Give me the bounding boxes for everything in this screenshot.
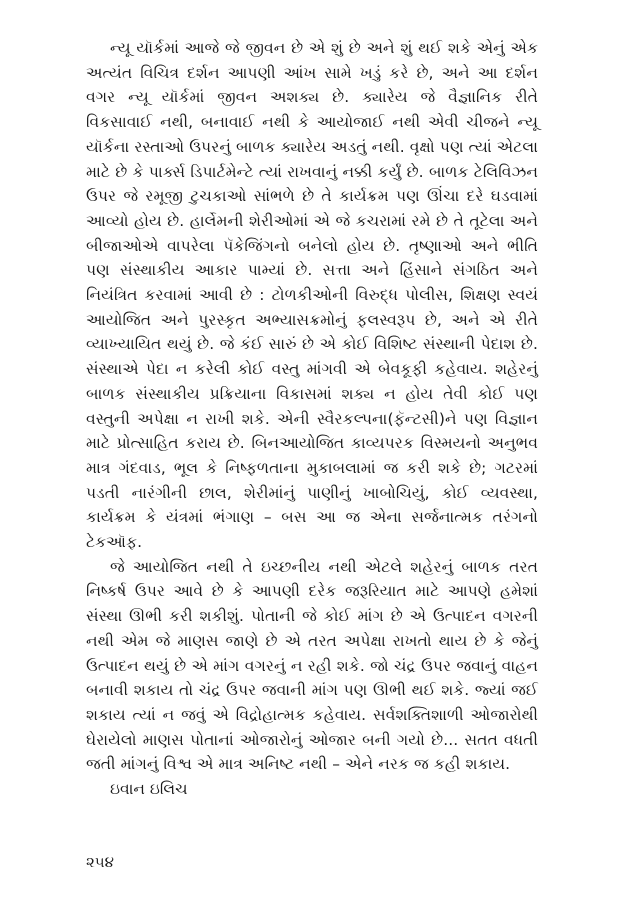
body-paragraph-1: ન્યૂ યૉર્કમાં આજે જે જીવન છે એ શું છે અને શું થઈ શકે એનું એક અત્યંત વિચિત્ર દર્શન આપણી આંખ સામે ખડું કરે છે, અને આ દર્શન વગર ન્યૂ યૉર્કમાં જીવન અશક્ય છે. ક્યારેય જે વૈજ્ઞાનિક રીતે વિકસાવાઈ નથી, બનાવાઈ નથી કે આયોજાઈ નથી એવી ચીજને ન્યૂ યૉર્કના રસ્તાઓ ઉપરનું બાળક ક્યારેય અડતું નથી. વૃક્ષો પણ ત્યાં એટલા માટે છે કે પાર્ક્સ ડિપાર્ટમેન્ટે ત્યાં રાખવાનું નક્કી કર્યું છે. બાળક ટેલિવિઝન ઉપર જે રમૂજી ટુચકાઓ સાંભળે છે તે કાર્યક્રમ પણ ઊંચા દરે ઘડવામાં આવ્યો હોય છે. હાર્લેમની શેરીઓમાં એ જે કચરામાં રમે છે તે તૂટેલા અને બીજાઓએ વાપરેલા પૅકેજિંગનો બનેલો હોય છે. તૃષ્ણાઓ અને ભીતિ પણ સંસ્થાકીય આકાર પામ્યાં છે. સત્તા અને હિંસાને સંગઠિત અને નિયંત્રિત કરવામાં આવી છે : ટોળકીઓની વિરુદ્ધ પોલીસ, શિક્ષણ સ્વયં આયોજિત અને પુરસ્કૃત અભ્યાસક્રમોનું ફલસ્વરૂપ છે, અને એ રીતે વ્યાખ્યાયિત થયું છે. જે કંઈ સારું છે એ કોઈ વિશિષ્ટ સંસ્થાની પેદાશ છે. સંસ્થાએ પેદા ન કરેલી કોઈ વસ્તુ માંગવી એ બેવકૂફી કહેવાય. શહેરનું બાળક સંસ્થાકીય પ્રક્રિયાના વિકાસમાં શક્ય ન હોય તેવી કોઈ પણ વસ્તુની અપેક્ષા ન રાખી શકે. એની સ્વૈરકલ્પના(ફૅન્ટસી)ને પણ વિજ્ઞાન માટે પ્રોત્સાહિત કરાય છે. બિનઆયોજિત કાવ્યપરક વિસ્મયનો અનુભવ માત્ર ગંદવાડ, ભૂલ કે નિષ્ફળતાના મુકાબલામાં જ કરી શકે છે; ગટરમાં પડતી નારંગીની છાલ, શેરીમાંનું પાણીનું ખાબોચિયું, કોઈ વ્યવસ્થા, કાર્યક્રમ કે યંત્રમાં ભંગાણ – બસ આ જ એના સર્જનાત્મક તરંગનો ટેકઑફ. [86, 39, 538, 552]
page-number: ૨૫૪ [86, 853, 114, 871]
body-paragraph-2: જે આયોજિત નથી તે ઇચ્છનીય નથી એટલે શહેરનું બાળક તરત નિષ્કર્ષ ઉપર આવે છે કે આપણી દરેક જરૂરિયાત માટે આપણે હમેશાં સંસ્થા ઊભી કરી શકીશું. પોતાની જે કોઈ માંગ છે એ ઉત્પાદન વગરની નથી એમ જે માણસ જાણે છે એ તરત અપેક્ષા રાખતો થાય છે કે જેનું ઉત્પાદન થયું છે એ માંગ વગરનું ન રહી શકે. જો ચંદ્ર ઉપર જવાનું વાહન બનાવી શકાય તો ચંદ્ર ઉપર જવાની માંગ પણ ઊભી થઈ શકે. જ્યાં જઈ શકાય ત્યાં ન જવું એ વિદ્રોહાત્મક કહેવાય. સર્વશક્તિશાળી ઓજારોથી ઘેરાયેલો માણસ પોતાનાં ઓજારોનું ઓજાર બની ગયો છે... સતત વધતી જતી માંગનું વિશ્વ એ માત્ર અનિષ્ટ નથી – એને નરક જ કહી શકાય. [86, 557, 538, 774]
document-page [86, 36, 538, 802]
author-name: ઇવાન ઇલિચ [110, 780, 188, 799]
